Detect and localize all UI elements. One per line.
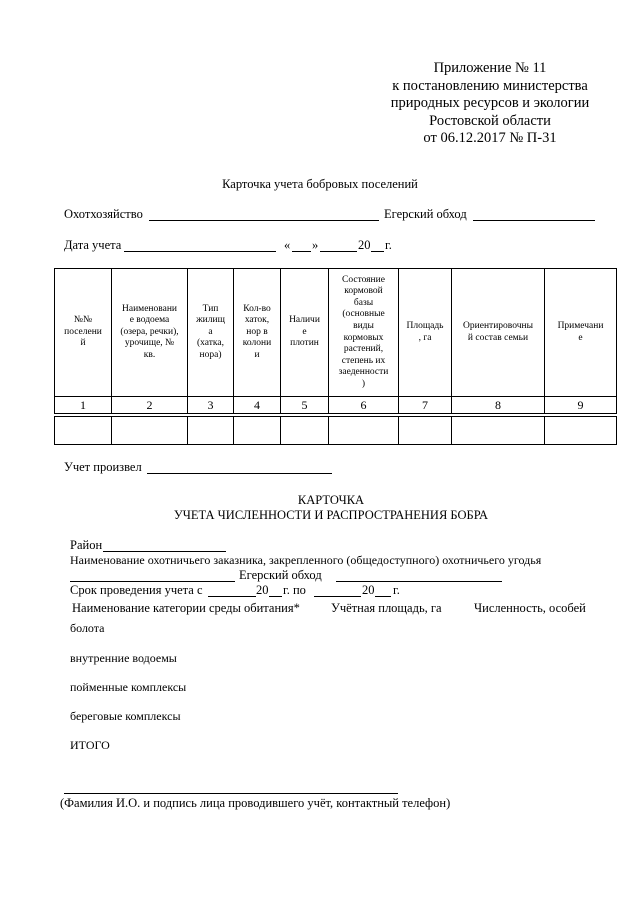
appendix-date: от 06.12.2017 № П-31 <box>423 130 557 146</box>
card2-ranger-label: Егерский обход <box>239 568 322 582</box>
appendix-region: Ростовской области <box>429 112 551 129</box>
date-year-prefix: 20 <box>358 238 371 252</box>
period-end-field[interactable] <box>314 596 361 597</box>
column-header: Тип жилищ а (хатка, нора) <box>188 269 234 397</box>
column-number: 4 <box>234 397 281 414</box>
column-number: 6 <box>329 397 399 414</box>
column-header: Кол-во хаток, нор в колони и <box>234 269 281 397</box>
area-column-header: Учётная площадь, га <box>331 601 442 615</box>
date-year-field[interactable] <box>371 251 384 252</box>
period-year-prefix: 20 <box>256 583 269 597</box>
appendix-ministry: природных ресурсов и экологии <box>390 95 590 111</box>
hunting-farm-label: Охотхозяйство <box>64 207 143 221</box>
table-cell[interactable] <box>112 417 188 445</box>
period-end-year-prefix: 20 <box>362 583 375 597</box>
column-number: 2 <box>112 397 188 414</box>
period-start-field[interactable] <box>208 596 256 597</box>
table-number-row <box>55 397 617 414</box>
district-field[interactable] <box>103 551 226 552</box>
recorded-by-label: Учет произвел <box>64 460 142 474</box>
card2-subtitle: УЧЕТА ЧИСЛЕННОСТИ И РАСПРОСТРАНЕНИЯ БОБРА <box>173 508 489 522</box>
appendix-number: Приложение № 11 <box>433 60 547 76</box>
date-label: Дата учета <box>64 238 122 252</box>
signature-field[interactable] <box>64 793 398 794</box>
date-day-field[interactable] <box>292 251 311 252</box>
table-header-row <box>55 269 617 397</box>
table-row <box>55 417 617 445</box>
column-number: 5 <box>281 397 329 414</box>
column-header: Площадь , га <box>399 269 452 397</box>
ranger-label: Егерский обход <box>384 207 467 221</box>
table-cell[interactable] <box>234 417 281 445</box>
table-cell[interactable] <box>545 417 617 445</box>
column-header: Состояние кормовой базы (основные виды кормовых растений, степень их заеденности ) <box>329 269 399 397</box>
period-to-label: г. по <box>283 583 306 597</box>
column-number: 3 <box>188 397 234 414</box>
column-header: Наличи е плотин <box>281 269 329 397</box>
table-cell[interactable] <box>188 417 234 445</box>
column-number: 7 <box>399 397 452 414</box>
period-year-suffix: г. <box>393 583 400 597</box>
habitat-total-row: ИТОГО <box>70 738 110 752</box>
column-header: №№ поселени й <box>55 269 112 397</box>
column-header: Наименовани е водоема (озера, речки), урочище, № кв. <box>112 269 188 397</box>
period-start-year-field[interactable] <box>269 596 282 597</box>
date-month-field[interactable] <box>320 251 357 252</box>
signature-caption: (Фамилия И.О. и подпись лица проводившего учёт, контактный телефон) <box>60 796 451 810</box>
reserve-field[interactable] <box>70 581 235 582</box>
table-cell[interactable] <box>55 417 112 445</box>
table-cell[interactable] <box>399 417 452 445</box>
habitat-row: болота <box>70 621 105 635</box>
date-field[interactable] <box>124 251 276 252</box>
date-year-suffix: г. <box>385 238 392 252</box>
ranger-field[interactable] <box>473 220 595 221</box>
card2-title: КАРТОЧКА <box>297 493 365 507</box>
habitat-row: внутренние водоемы <box>70 651 177 665</box>
table-cell[interactable] <box>452 417 545 445</box>
card1-title: Карточка учета бобровых поселений <box>222 177 418 191</box>
date-quote-close: » <box>312 238 319 252</box>
column-header: Ориентировочны й состав семьи <box>452 269 545 397</box>
appendix-decree: к постановлению министерства <box>392 77 588 94</box>
habitat-row: пойменные комплексы <box>70 680 187 694</box>
habitat-column-header: Наименование категории среды обитания* <box>72 601 300 615</box>
district-label: Район <box>70 538 103 552</box>
beaver-settlements-table <box>54 268 617 445</box>
appendix-header <box>380 60 600 148</box>
card2-ranger-field[interactable] <box>336 581 502 582</box>
hunting-farm-field[interactable] <box>149 220 379 221</box>
column-number: 8 <box>452 397 545 414</box>
table-cell[interactable] <box>281 417 329 445</box>
reserve-label: Наименование охотничьего заказника, закрепленного (общедоступного) охотничьего угодья <box>70 553 542 567</box>
period-label: Срок проведения учета с <box>70 583 203 597</box>
habitat-row: береговые комплексы <box>70 709 181 723</box>
period-end-year-field[interactable] <box>375 596 391 597</box>
table-cell[interactable] <box>329 417 399 445</box>
column-number: 1 <box>55 397 112 414</box>
count-column-header: Численность, особей <box>474 601 586 615</box>
date-quote-open: « <box>284 238 291 252</box>
column-number: 9 <box>545 397 617 414</box>
column-header: Примечани е <box>545 269 617 397</box>
recorded-by-field[interactable] <box>147 473 332 474</box>
